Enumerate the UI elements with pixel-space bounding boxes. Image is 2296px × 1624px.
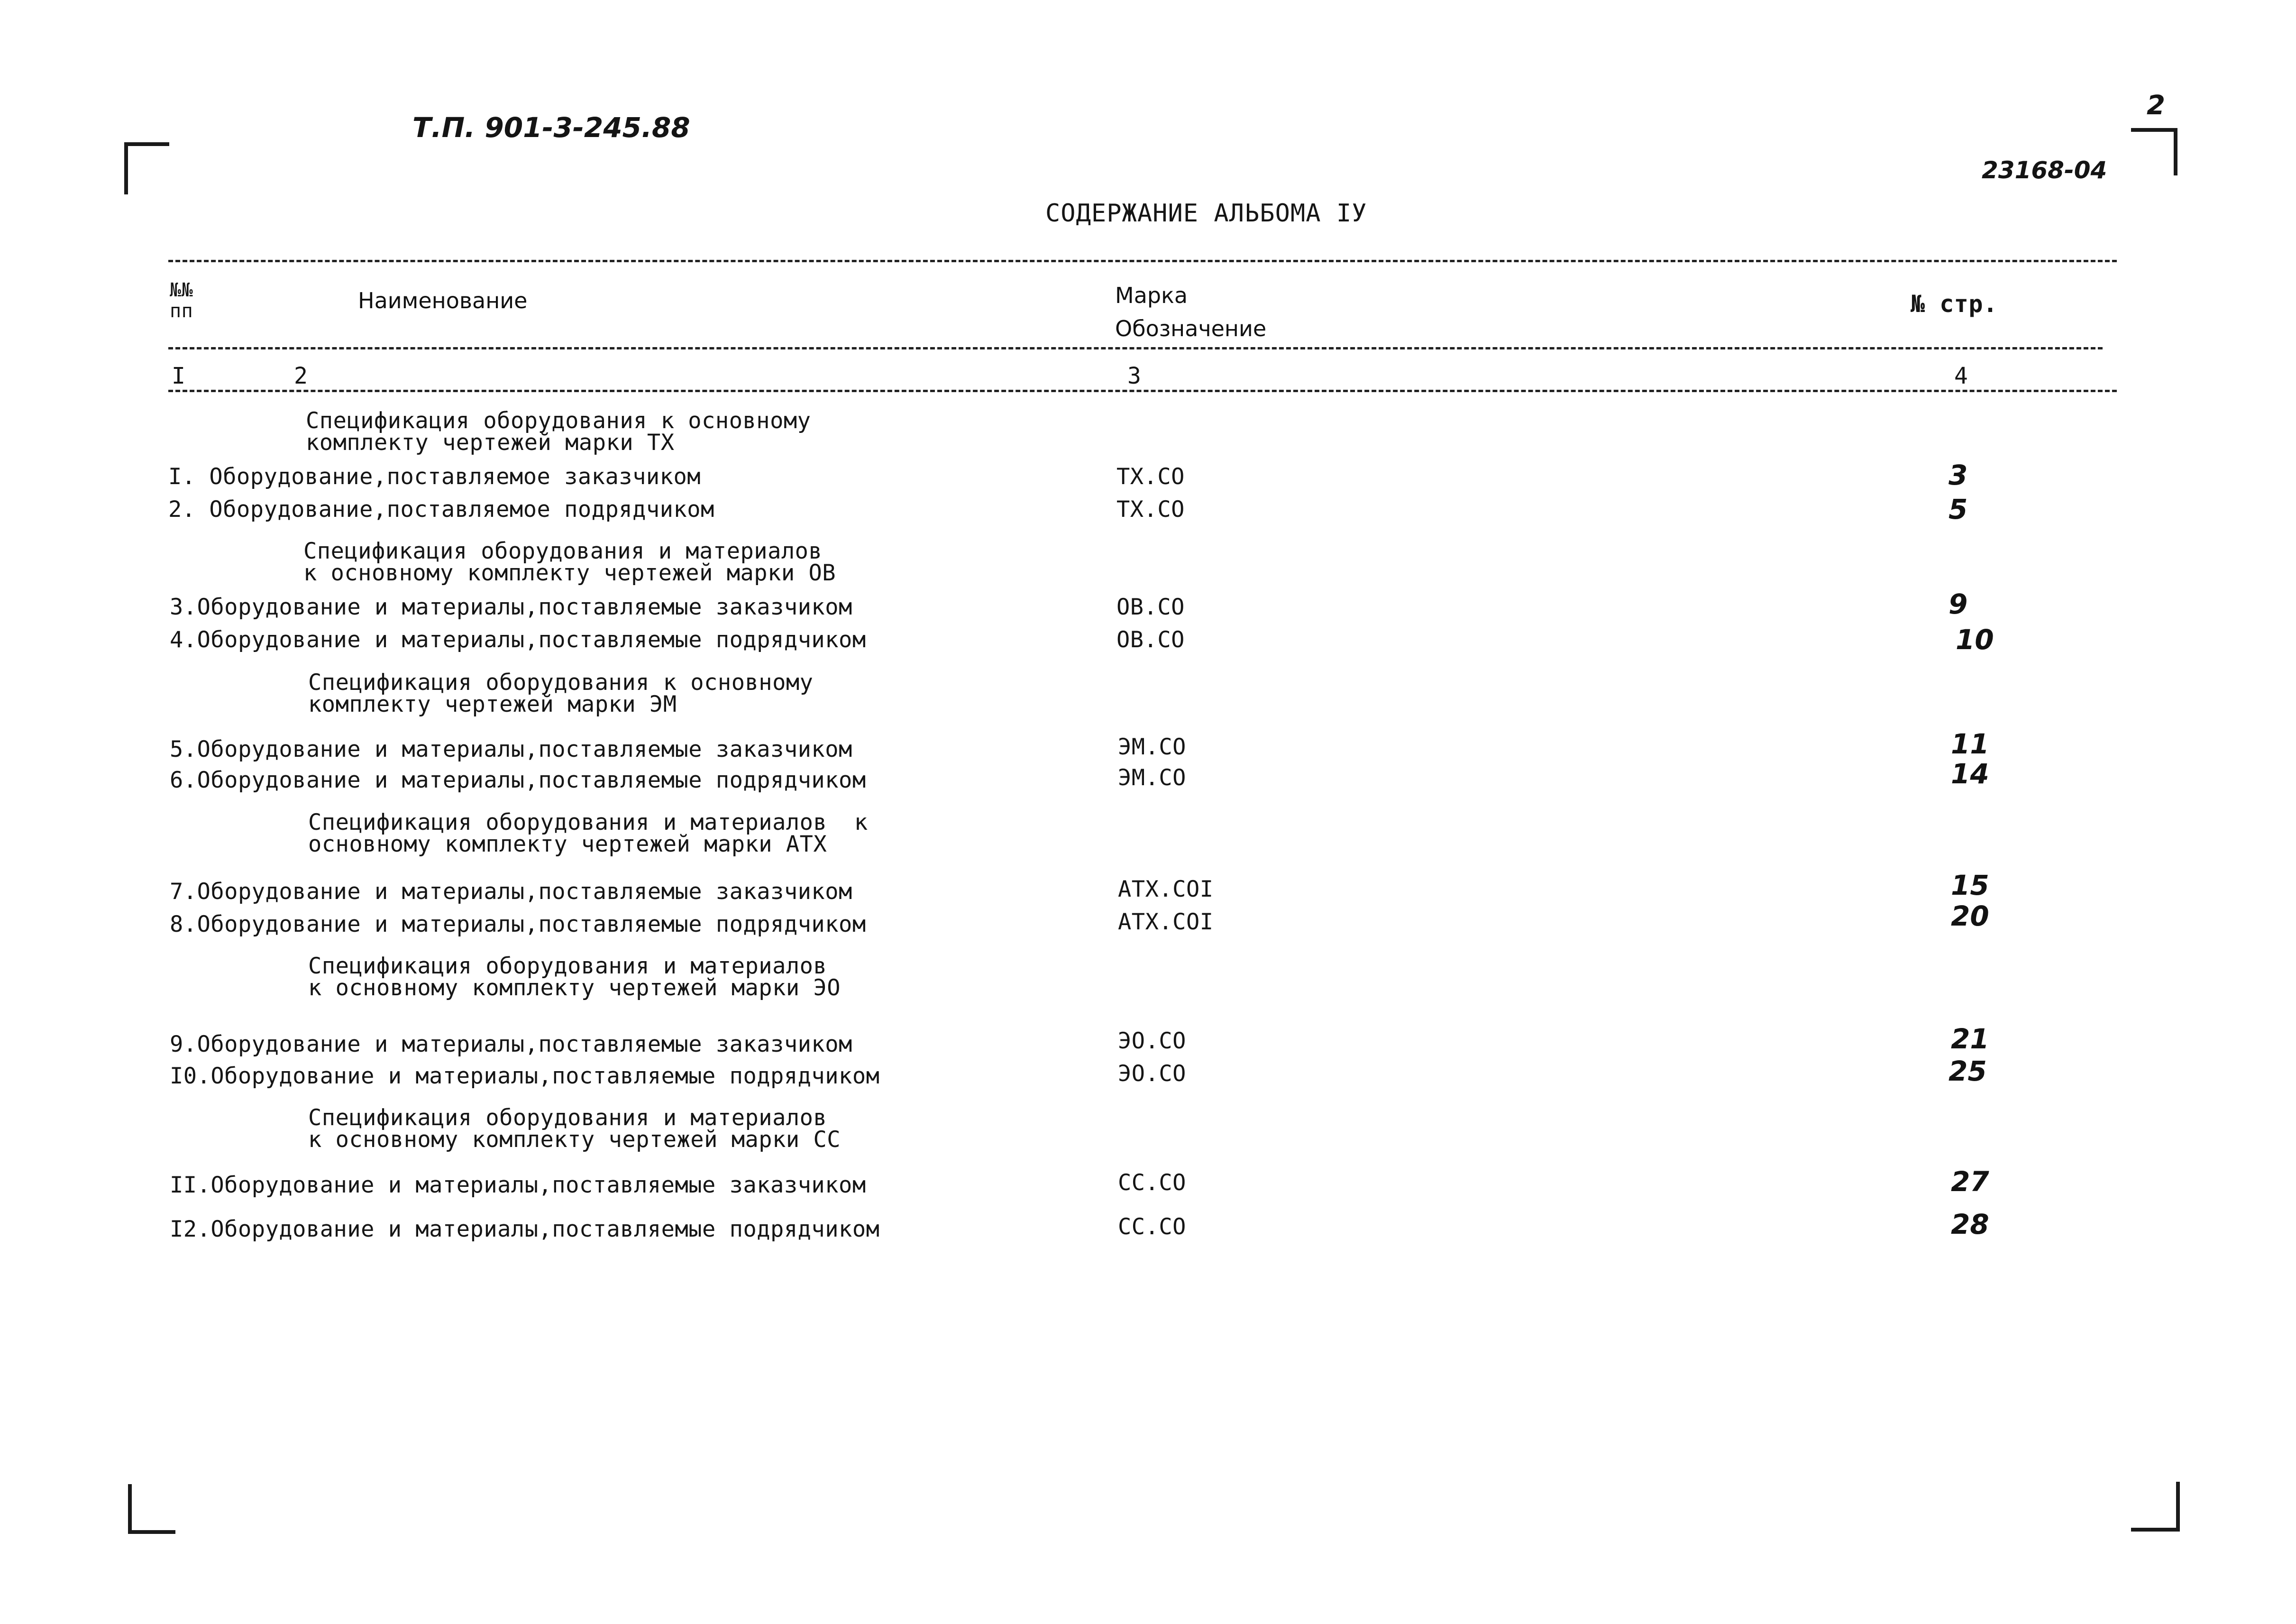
column-header-name: Наименование [358,288,528,313]
section-heading: Спецификация оборудования и материалов к основному комплекту чертежей марки АТХ [308,809,868,857]
table-row-page: 27 [1951,1165,1989,1198]
table-row-name: 8.Оборудование и материалы,поставляемые подрядчиком [170,911,866,937]
archive-number: 23168-04 [1982,156,2107,184]
table-row-name: 3.Оборудование и материалы,поставляемые заказчиком [170,594,852,620]
column-header-number: №№ пп [170,279,193,322]
table-row-mark: ОВ.СО [1116,627,1185,653]
corner-mark-bottom-left-horizontal [128,1530,175,1534]
column-header-page: № стр. [1911,290,1998,318]
table-row-mark: ЭМ.СО [1118,765,1186,791]
page-title: СОДЕРЖАНИЕ АЛЬБОМА IУ [1045,199,1367,228]
table-row-mark: ЭО.СО [1118,1061,1186,1087]
column-index-3: 3 [1127,363,1142,389]
table-row-mark: СС.СО [1118,1214,1186,1240]
table-row-name: 4.Оборудование и материалы,поставляемые подрядчиком [170,627,866,653]
project-code: Т.П. 901-3-245.88 [412,111,690,144]
corner-mark-bottom-left-vertical [128,1484,132,1534]
table-row-name: 2. Оборудование,поставляемое подрядчиком [168,496,714,523]
corner-mark-bottom-right-horizontal [2131,1528,2180,1532]
table-row-name: I2.Оборудование и материалы,поставляемые подрядчиком [170,1216,880,1242]
table-row-mark: АТХ.СОI [1118,909,1214,935]
table-row-name: 5.Оборудование и материалы,поставляемые заказчиком [170,736,852,762]
table-row-mark: ЭМ.СО [1118,734,1186,760]
table-row-name: I0.Оборудование и материалы,поставляемые подрядчиком [170,1063,880,1089]
section-heading: Спецификация оборудования к основному комплекту чертежей марки ЭМ [308,670,814,717]
table-row-mark: СС.СО [1118,1170,1186,1196]
column-index-4: 4 [1954,363,1968,389]
table-row-mark: ЭО.СО [1118,1028,1186,1054]
section-heading: Спецификация оборудования и материалов к основному комплекту чертежей марки ОВ [303,538,836,586]
table-row-page: 10 [1956,624,1994,656]
table-row-page: 25 [1948,1055,1987,1087]
table-row-page: 14 [1951,758,1989,790]
table-row-name: II.Оборудование и материалы,поставляемые заказчиком [170,1172,866,1198]
table-row-name: 6.Оборудование и материалы,поставляемые подрядчиком [170,767,866,793]
corner-mark-bottom-right-vertical [2176,1482,2180,1532]
table-row-page: 3 [1948,459,1968,491]
table-row-name: I. Оборудование,поставляемое заказчиком [168,464,701,490]
section-heading: Спецификация оборудования и материалов к основному комплекту чертежей марки СС [308,1105,841,1153]
table-row-page: 28 [1951,1208,1989,1240]
table-row-page: 20 [1951,900,1989,932]
corner-mark-top-right-vertical [2174,128,2177,175]
table-row-mark: ОВ.СО [1116,594,1185,620]
table-row-name: 9.Оборудование и материалы,поставляемые заказчиком [170,1031,852,1057]
column-index-2: 2 [294,363,308,389]
table-row-page: 5 [1948,493,1968,525]
table-header-rule [168,347,2103,349]
corner-mark-top-left-vertical [124,142,128,194]
table-row-page: 9 [1948,588,1968,620]
column-index-1: I [172,363,186,389]
table-top-rule [168,260,2117,262]
table-row-page: 15 [1951,869,1989,901]
table-row-mark: АТХ.СОI [1118,876,1214,902]
sheet-number: 2 [2147,90,2165,121]
table-row-page: 21 [1951,1023,1989,1055]
table-row-page: 11 [1951,728,1989,760]
table-row-mark: ТХ.СО [1116,496,1185,523]
corner-mark-top-right-horizontal [2131,128,2177,132]
section-heading: Спецификация оборудования к основному комплекту чертежей марки ТХ [306,408,811,456]
corner-mark-top-left-horizontal [124,142,169,146]
column-header-mark: Марка Обозначение [1115,283,1267,341]
table-row-name: 7.Оборудование и материалы,поставляемые заказчиком [170,879,852,905]
section-heading: Спецификация оборудования и материалов к основному комплекту чертежей марки ЭО [308,953,841,1001]
table-index-rule [168,390,2117,392]
table-row-mark: ТХ.СО [1116,464,1185,490]
